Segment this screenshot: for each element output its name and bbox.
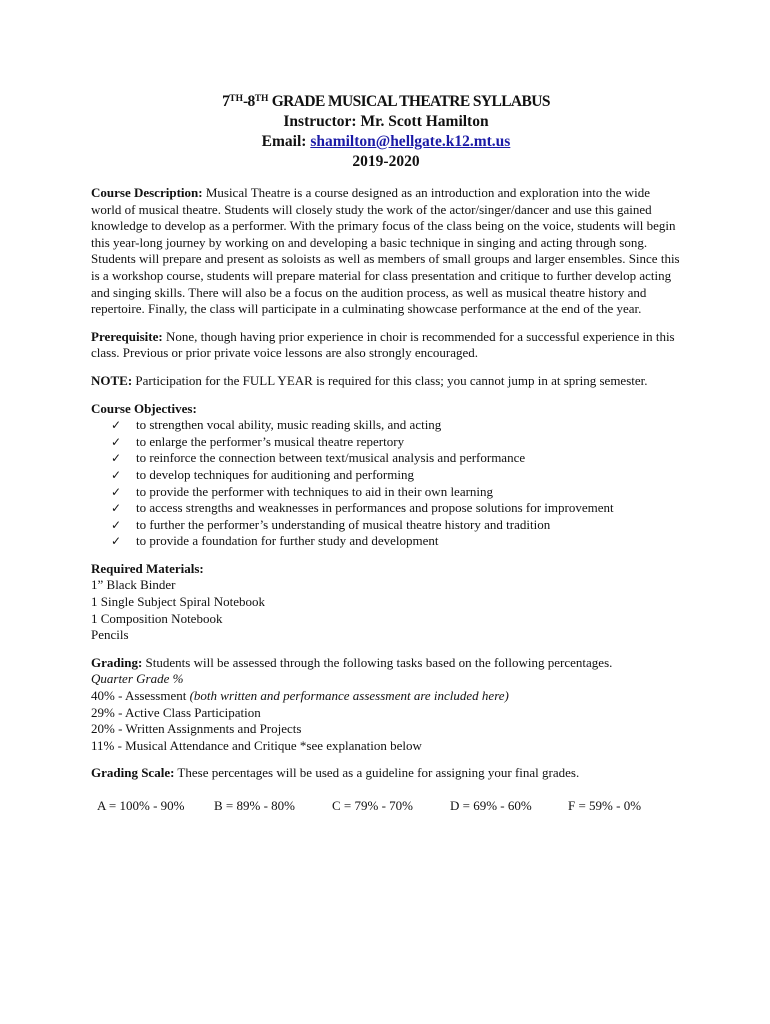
list-item: 1” Black Binder (91, 577, 176, 593)
note-label: NOTE: (91, 372, 133, 388)
checkmark-icon: ✓ (111, 451, 122, 466)
grading-scale-section (91, 765, 681, 814)
grading-section (91, 655, 681, 755)
grade-c: C = 79% - 70% (332, 798, 413, 813)
quarter-grade-label: Quarter Grade % (91, 671, 184, 687)
checkmark-icon: ✓ (111, 434, 122, 449)
list-item: ✓ to reinforce the connection between text/musical analysis and performance (111, 450, 526, 466)
note-text: Participation for the FULL YEAR is required for this class; you cannot jump in at spring semester. (132, 372, 648, 388)
list-item: 1 Composition Notebook (91, 610, 223, 626)
list-item: ✓ to further the performer’s understanding of musical theatre history and tradition (111, 516, 551, 532)
grading-scale-label: Grading Scale: (91, 765, 175, 781)
checkmark-icon: ✓ (111, 484, 122, 499)
grade-f: F = 59% - 0% (568, 798, 642, 813)
document-title: 7TH-8TH GRADE MUSICAL THEATRE SYLLABUS (222, 93, 550, 110)
instructor-line: Instructor: Mr. Scott Hamilton (283, 113, 489, 130)
grading-row: 20% - Written Assignments and Projects (91, 721, 302, 737)
school-year: 2019-2020 (352, 153, 420, 170)
materials-section (91, 561, 681, 644)
list-item: ✓ to develop techniques for auditioning and performing (111, 466, 414, 482)
document-body (91, 92, 681, 815)
grading-row: 29% - Active Class Participation (91, 704, 261, 720)
grading-label: Grading: (91, 654, 143, 670)
course-description-section (91, 185, 681, 318)
list-item: 1 Single Subject Spiral Notebook (91, 594, 266, 610)
grade-b: B = 89% - 80% (214, 798, 295, 813)
email-line (91, 132, 681, 152)
prerequisite-label: Prerequisite: (91, 328, 163, 344)
list-item: ✓ to provide a foundation for further study and development (111, 533, 439, 549)
assessment-note: (both written and performance assessment are included here) (189, 688, 509, 704)
list-item: ✓ to provide the performer with techniques to aid in their own learning (111, 483, 494, 499)
checkmark-icon: ✓ (111, 534, 122, 549)
email-link[interactable]: shamilton@hellgate.k12.mt.us (310, 133, 511, 150)
grading-row: 40% - Assessment (both written and performance assessment are included here) (91, 688, 509, 704)
note-section (91, 373, 681, 390)
list-item: ✓ to strengthen vocal ability, music reading skills, and acting (111, 417, 442, 433)
grading-scale-text: These percentages will be used as a guideline for assigning your final grades. (174, 765, 580, 781)
checkmark-icon: ✓ (111, 467, 122, 482)
objectives-list (91, 417, 681, 550)
grading-scale-row (91, 798, 681, 815)
checkmark-icon: ✓ (111, 418, 122, 433)
grade-a: A = 100% - 90% (97, 798, 185, 813)
prerequisite-section (91, 329, 681, 362)
email-label: Email: (261, 133, 311, 150)
objectives-label: Course Objectives: (91, 400, 197, 416)
prerequisite-text: None, though having prior experience in choir is recommended for a successful experience in this class. Previous or prior private voice lessons are also strongly encouraged. (91, 328, 675, 361)
list-item: Pencils (91, 627, 129, 643)
list-item: ✓ to access strengths and weaknesses in performances and propose solutions for improvement (111, 500, 614, 516)
materials-label: Required Materials: (91, 560, 204, 576)
document-header (91, 92, 681, 172)
checkmark-icon: ✓ (111, 517, 122, 532)
course-description-label: Course Description: (91, 185, 203, 200)
checkmark-icon: ✓ (111, 501, 122, 516)
grade-d: D = 69% - 60% (450, 798, 532, 813)
list-item: ✓ to enlarge the performer’s musical theatre repertory (111, 433, 405, 449)
grading-text: Students will be assessed through the following tasks based on the following percentages. (142, 654, 613, 670)
course-description-text: Musical Theatre is a course designed as an introduction and exploration into the wide world of musical theatre. Students will closely study the work of the actor/singer/dancer and use this gained knowledge to develop as a performer. With the primary focus of the class being on the voice, students will begin this year-long journey by working on and developing a basic technique in singing and acting through song. Students will prepare and present as soloists as well as members of small groups and larger ensembles. Since this is a workshop course, students will prepare material for class presentation and critique to further develop acting and singing skills. There will also be a focus on the audition process, as well as musical theatre history and repertoire. Finally, the class will participate in a culminating showcase performance at the end of the year. (91, 185, 680, 317)
grading-row: 11% - Musical Attendance and Critique *see explanation below (91, 737, 422, 753)
objectives-section (91, 401, 681, 550)
